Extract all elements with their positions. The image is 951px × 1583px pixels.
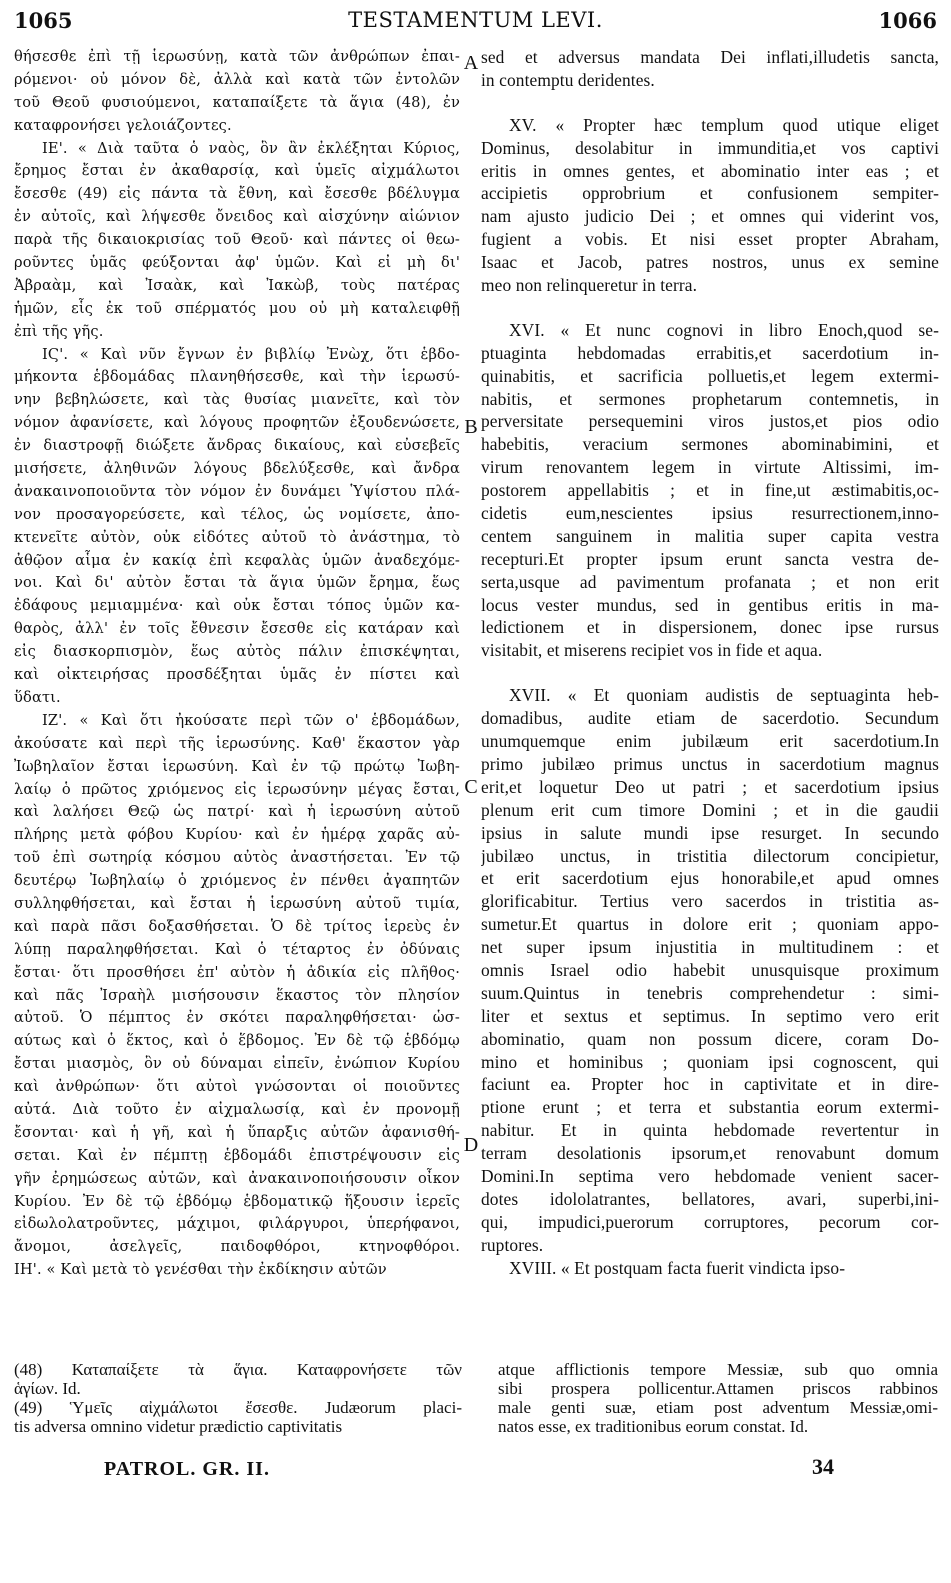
greek-text-line: ἐπὶ τῆς γῆς. — [14, 322, 104, 340]
latin-text-line: Dominus, desolabitur in immunditia,et vos captivi — [481, 137, 939, 158]
margin-marker-d: D — [463, 1134, 479, 1156]
margin-marker-c: C — [464, 776, 478, 798]
latin-text-line: erit,et loquetur Deo ut patri ; et sacerdotium ipsius — [481, 776, 939, 797]
latin-text-line: sed et adversus mandata Dei inflati,illudetis sancta, — [481, 47, 939, 67]
greek-text-line: παρὰ τῆς δικαιοκρισίας τοῦ Θεοῦ· καὶ πάντες οἱ θεω- — [14, 231, 460, 249]
latin-text-column — [481, 46, 939, 1279]
latin-text-line: glorificabitur. Tertius vero sacerdos in tristitia as- — [481, 891, 939, 912]
greek-text-line: ΙΕ'. « Διὰ ταῦτα ὁ ναὸς, ὃν ἂν ἐκλέξηται Κύριος, — [42, 139, 460, 157]
latin-text-line: net super ipsum injustitia in multitudinem : et — [481, 937, 939, 958]
greek-text-line: ἀκούσατε καὶ περὶ τῆς ἱερωσύνης. Καθ' ἕκαστον γὰρ — [14, 734, 460, 752]
greek-text-line: μήκοντα ἑβδομάδας πλανηθήσεσθε, καὶ τὴν ἱερωσύ- — [14, 368, 460, 386]
greek-text-line: ἔρημος ἔσται ἐν ἀκαθαρσίᾳ, καὶ ὑμεῖς αἰχμάλωτοι — [14, 162, 460, 180]
margin-marker-a: A — [463, 52, 479, 74]
latin-text-line: suum.Quintus in tenebris comprehendetur : simi- — [481, 982, 939, 1003]
latin-text-line: locus vester mundus, sed in gentibus eritis in ma- — [481, 594, 939, 615]
latin-text-line: sumetur.Et quartus in dolore erit ; quoniam appo- — [481, 914, 939, 935]
latin-text-line: eritis in omnes gentes, et abominatio inter eas ; et — [481, 160, 939, 181]
paragraph-gap — [481, 662, 939, 684]
greek-text-line: ΙΖ'. « Καὶ ὅτι ἠκούσατε περὶ τῶν ο' ἑβδομάδων, — [42, 711, 460, 729]
latin-text-line: primo jubilæo primus unctus in sacerdotium magnus — [481, 753, 939, 774]
greek-text-line: μισήσετε, ἀληθινῶν λόγους βδελύξεσθε, καὶ ἄνδρα — [14, 460, 460, 478]
latin-text-line: ipsius in salute mundi ipse resurget. In secundo — [481, 822, 939, 843]
latin-text-line: liter et sextus et septimus. In septimo vero erit — [481, 1005, 939, 1026]
greek-text-line: συλληφθήσεται, καὶ ἔσται ἡ ἱερωσύνη αὐτοῦ τιμία, — [14, 894, 460, 912]
greek-text-line: ἔσεσθε (49) εἰς πάντα τὰ ἔθνη, καὶ ἔσεσθε βδέλυγμα — [14, 185, 460, 203]
latin-text-line: dotes idololatrantes, bellatores, avari, superbi,ini- — [481, 1188, 939, 1209]
greek-text-line: αὐτοῦ. Ὁ πέμπτος ἐν σκότει παραληφθήσεται· ὡσ- — [14, 1009, 460, 1027]
greek-text-line: θαρὸς, ἀλλ' ἐν τοῖς ἔθνεσιν ἔσεσθε εἰς κατάραν καὶ — [14, 620, 460, 638]
greek-text-line: θήσεσθε ἐπὶ τῇ ἱερωσύνῃ, κατὰ τῶν ἀνθρώπων ἐπαι- — [14, 48, 460, 65]
greek-text-line: Ἰωβηλαῖον ἔσται ἱερωσύνη. Καὶ ἐν τῷ πρώτῳ Ἰωβη- — [14, 757, 460, 775]
greek-text-line: καὶ πᾶς Ἰσραὴλ μισήσουσιν ἕκαστος τὸν πλησίον — [14, 986, 460, 1004]
greek-text-line: ΙϚ'. « Καὶ νῦν ἔγνων ἐν βιβλίῳ Ἐνὼχ, ὅτι ἑβδο- — [42, 345, 460, 363]
latin-text-line: omnis Israel odio habebit unusquisque proximum — [481, 959, 939, 980]
greek-text-line: ρόμενοι· οὐ μόνον δὲ, ἀλλὰ καὶ κατὰ τῶν ἐντολῶν — [14, 70, 460, 88]
greek-text-line: ἔσται· ὅτι προσθήσει ἐπ' αὐτὸν ἡ ἀδικία εἰς πλῆθος· — [14, 963, 460, 981]
footnotes-right — [498, 1360, 938, 1436]
greek-text-line: Ἀβραὰμ, καὶ Ἰσαὰκ, καὶ Ἰακὼβ, τοὺς πατέρας — [14, 276, 460, 294]
signature-number: 34 — [812, 1454, 834, 1479]
greek-text-line: εἰς διασκορπισμὸν, ἕως αὐτὸς πάλιν ἐπισκέψηται, — [14, 643, 460, 661]
latin-text-line: faciunt ea. Propter hoc in captivitate et in dire- — [481, 1074, 939, 1095]
greek-text-line: ἐν αὐτοῖς, καὶ λήψεσθε ὄνειδος καὶ αἰσχύνην αἰώνιον — [14, 208, 460, 226]
greek-text-line: νοι. Καὶ δι' αὐτὸν ἔσται τὰ ἅγια ὑμῶν ἔρημα, ἕως — [14, 574, 460, 592]
latin-text-line: serta,usque ad pavimentum profanata ; et non erit — [481, 571, 939, 592]
greek-text-line: καὶ λαλήσει Θεῷ ὡς πατρί· καὶ ἡ ἱερωσύνη αὐτοῦ — [14, 803, 460, 821]
greek-text-line: ὕδατι. — [14, 688, 61, 706]
latin-text-line: qui, impudici,puerorum corruptores, pecorum cor- — [481, 1211, 939, 1232]
latin-text-line: ptione erunt ; et terra et substantia eorum extermi- — [481, 1097, 939, 1118]
greek-text-line: δευτέρῳ Ἰωβηλαίῳ ὁ χριόμενος ἐν πένθει ἀγαπητῶν — [14, 872, 460, 890]
right-page-number: 1066 — [878, 8, 937, 33]
latin-text-line: meo non relinqueretur in terra. — [481, 275, 698, 296]
footnote-line: (49) Ὑμεῖς αἰχμάλωτοι ἔσεσθε. Judæorum placi- — [14, 1398, 462, 1417]
latin-text-line: ledictionem et in dispersionem, donec ipse rursus — [481, 617, 939, 638]
left-page-number: 1065 — [14, 8, 73, 33]
footnote-line: natos esse, ex traditionibus eorum constat. Id. — [498, 1417, 809, 1436]
latin-text-line: jubilæo unctus, in tristitia dilectorum concipietur, — [481, 845, 939, 866]
greek-text-line: ἄνομοι, ἀσελγεῖς, παιδοφθόροι, κτηνοφθόροι. — [14, 1238, 460, 1256]
greek-text-line: καταφρονήσει γελοιάζοντες. — [14, 116, 232, 134]
latin-text-line: perversitate persequemini viros justos,et pios odio — [481, 411, 939, 432]
latin-text-line: accipietis opprobrium et confusionem sempiter- — [481, 183, 939, 204]
latin-text-line: XVI. « Et nunc cognovi in libro Enoch,quod se- — [509, 319, 939, 340]
latin-text-line: recepturi.Et propter ipsum erunt sancta vestra de- — [481, 548, 939, 569]
latin-text-line: XVII. « Et quoniam audistis de septuaginta heb- — [509, 685, 939, 706]
latin-text-line: virum renovantem legem in virtute Altissimi, im- — [481, 457, 939, 478]
latin-text-line: abominatio, quam non possum dicere, coram Do- — [481, 1028, 939, 1049]
latin-text-line: quinabitis, et sacrificia polluetis,et legem extermi- — [481, 365, 939, 386]
greek-text-line: ἔσται μιασμὸς, ὃν οὐ δύναμαι εἰπεῖν, ἐνώπιον Κυρίου — [14, 1055, 460, 1073]
footnotes-left — [14, 1360, 462, 1436]
series-signature: PATROL. GR. II. — [104, 1458, 270, 1480]
latin-text-line: visitabit, et miserens recipiet vos in fide et aqua. — [481, 640, 823, 661]
greek-text-line: τοῦ ἐπὶ σωτηρίᾳ κόσμου αὐτὸς ἀναστήσεται. Ἐν τῷ — [14, 849, 460, 867]
footnote-line: atque afflictionis tempore Messiæ, sub quo omnia — [498, 1360, 938, 1379]
latin-text-line: XVIII. « Et postquam facta fuerit vindicta ipso- — [509, 1257, 846, 1278]
greek-text-column — [14, 46, 460, 1282]
greek-text-line: νόμον ἀφανίσετε, καὶ λόγους προφητῶν ἐξουδενώσετε, — [14, 414, 460, 432]
latin-text-line: postorem appellabitis ; et in fine,ut æstimabitis,oc- — [481, 480, 939, 501]
greek-text-line: ἀνακαινοποιοῦντα τὸν νόμον ἐν δυνάμει Ὑψίστου πλά- — [14, 482, 460, 500]
latin-text-line: cidetis eum,nescientes ipsius resurrectionem,inno- — [481, 503, 939, 524]
latin-text-line: centem sanguinem in malitia super capita vestra — [481, 525, 939, 546]
greek-text-line: καὶ ἀνθρώπων· ὅτι αὐτοὶ γνώσονται οἱ ποιοῦντες — [14, 1078, 460, 1096]
page-header — [14, 8, 937, 42]
latin-text-line: ptuaginta hebdomadas errabitis,et sacerdotium in- — [481, 342, 939, 363]
greek-text-line: ἐδάφους μεμιαμμένα· καὶ οὐκ ἔσται τόπος ὑμῶν κα- — [14, 597, 460, 615]
latin-text-line: et erit sacerdotium ejus honorabile,et apud omnes — [481, 868, 939, 889]
latin-text-line: fugient a vobis. Et nisi esset propter Abraham, — [481, 229, 939, 250]
latin-text-line: ruptores. — [481, 1234, 544, 1255]
latin-text-line: nabitis, et sermones prophetarum contemnetis, in — [481, 388, 939, 409]
greek-text-line: ΙΗ'. « Καὶ μετὰ τὸ γενέσθαι τὴν ἐκδίκησιν αὐτῶν — [14, 1261, 387, 1279]
greek-text-line: καὶ παρὰ πᾶσι δοξασθήσεται. Ὁ δὲ τρίτος ἱερεὺς ἐν — [14, 917, 460, 935]
greek-text-line: ἐν διαστροφῇ διώξετε ἄνδρας δικαίους, καὶ εὐσεβεῖς — [14, 437, 460, 455]
greek-text-line: καὶ οἰκτειρήσας προσδέξηται ὑμᾶς ἐν πίστει καὶ — [14, 666, 460, 684]
paragraph-gap — [481, 297, 939, 319]
greek-text-line: ἔσονται· καὶ ἡ γῆ, καὶ ἡ ὕπαρξις αὐτῶν ἀφανισθή- — [14, 1123, 460, 1141]
latin-text-line: nam ajusto judicio Dei ; et omnes qui viderint vos, — [481, 206, 939, 227]
running-title: TESTAMENTUM LEVI. — [348, 8, 603, 32]
paragraph-gap — [481, 92, 939, 114]
margin-marker-b: B — [464, 416, 478, 438]
greek-text-line: Κυρίου. Ἐν δὲ τῷ ἑβδόμῳ ἑβδοματικῷ ἥξουσιν ἱερεῖς — [14, 1192, 460, 1210]
greek-text-line: ροῦντες ὑμᾶς φεύξονται ἀφ' ὑμῶν. Καὶ εἰ μὴ δι' — [14, 254, 460, 272]
greek-text-line: εἰδωλολατροῦντες, μάχιμοι, φιλάργυροι, ὑπερήφανοι, — [14, 1215, 460, 1233]
greek-text-line: τοῦ Θεοῦ φυσιούμενοι, καταπαίξετε τὰ ἅγια (48), ἐν — [14, 93, 460, 111]
footnote-line: male genti suæ, etiam post adventum Messiæ,omi- — [498, 1398, 938, 1417]
latin-text-line: mino et hominibus ; quoniam ipsi cognoscent, qui — [481, 1051, 939, 1072]
latin-text-line: plenum erit cum timore Domini ; et in die gaudii — [481, 799, 939, 820]
greek-text-line: πλήρης μετὰ φόβου Κυρίου· καὶ ἐν ἡμέρᾳ χαρᾶς αὐ- — [14, 826, 460, 844]
latin-text-line: Domini.In septima vero hebdomade venient sacer- — [481, 1165, 939, 1186]
greek-text-line: κτενεῖτε αὐτὸν, οὐκ εἰδότες αὐτοῦ τὸ ἀνάστημα, τὸ — [14, 528, 460, 546]
greek-text-line: γῆν ἐρημώσεως αὐτῶν, καὶ ἀνακαινοποιήσουσιν οἶκον — [14, 1169, 460, 1187]
greek-text-line: λαίῳ ὁ πρῶτος χριόμενος εἰς ἱερωσύνην μέγας ἔσται, — [14, 780, 460, 798]
greek-text-line: ἡμῶν, εἷς ἐκ τοῦ σπέρματός μου οὐ μὴ καταλειφθῇ — [14, 299, 460, 317]
latin-text-line: unumquemque enim jubilæum erit sacerdotium.In — [481, 731, 939, 752]
latin-text-line: in contemptu deridentes. — [481, 69, 655, 90]
greek-text-line: ἀθῷον αἷμα ἐν κακίᾳ ἐπὶ κεφαλὰς ὑμῶν ἀναδεχόμε- — [14, 551, 460, 569]
footnote-line: ἁγίων. Id. — [14, 1379, 81, 1398]
latin-text-line: nabitur. Et in quinta hebdomade revertentur in — [481, 1120, 939, 1141]
footnote-line: sibi prospera pollicentur.Attamen priscos rabbinos — [498, 1379, 938, 1398]
latin-text-line: Isaac et Jacob, patres nostros, unus ex semine — [481, 252, 939, 273]
footnote-line: (48) Καταπαίξετε τὰ ἅγια. Καταφρονήσετε τῶν — [14, 1360, 462, 1379]
latin-text-line: XV. « Propter hæc templum quod utique eliget — [509, 114, 939, 135]
greek-text-line: σεται. Καὶ ἐν πέμπτῃ ἑβδομάδι ἐπιστρέψουσιν εἰς — [14, 1146, 460, 1164]
latin-text-line: habebitis, veracium sermones abominabimini, et — [481, 434, 939, 455]
greek-text-line: αύτως καὶ ὁ ἕκτος, καὶ ὁ ἕβδομος. Ἐν δὲ τῷ ἑβδόμῳ — [14, 1032, 460, 1050]
greek-text-line: νην βεβηλώσετε, καὶ τὰς θυσίας μιανεῖτε, καὶ τὸν — [14, 391, 460, 409]
latin-text-line: domadibus, audite etiam de sacerdotio. Secundum — [481, 708, 939, 729]
footnote-line: tis adversa omnino videtur prædictio captivitatis — [14, 1417, 343, 1436]
greek-text-line: λύπῃ παραληφθήσεται. Καὶ ὁ τέταρτος ἐν ὀδύναις — [14, 940, 460, 958]
greek-text-line: νον προσαγορεύσετε, καὶ τέλος, ὡς νομίσετε, ἀπο- — [14, 505, 460, 523]
latin-text-line: terram desolationis ipsorum,et renovabunt domum — [481, 1143, 939, 1164]
greek-text-line: αὐτά. Διὰ τοῦτο ἐν αἰχμαλωσίᾳ, καὶ ἐν προνομῇ — [14, 1100, 460, 1118]
